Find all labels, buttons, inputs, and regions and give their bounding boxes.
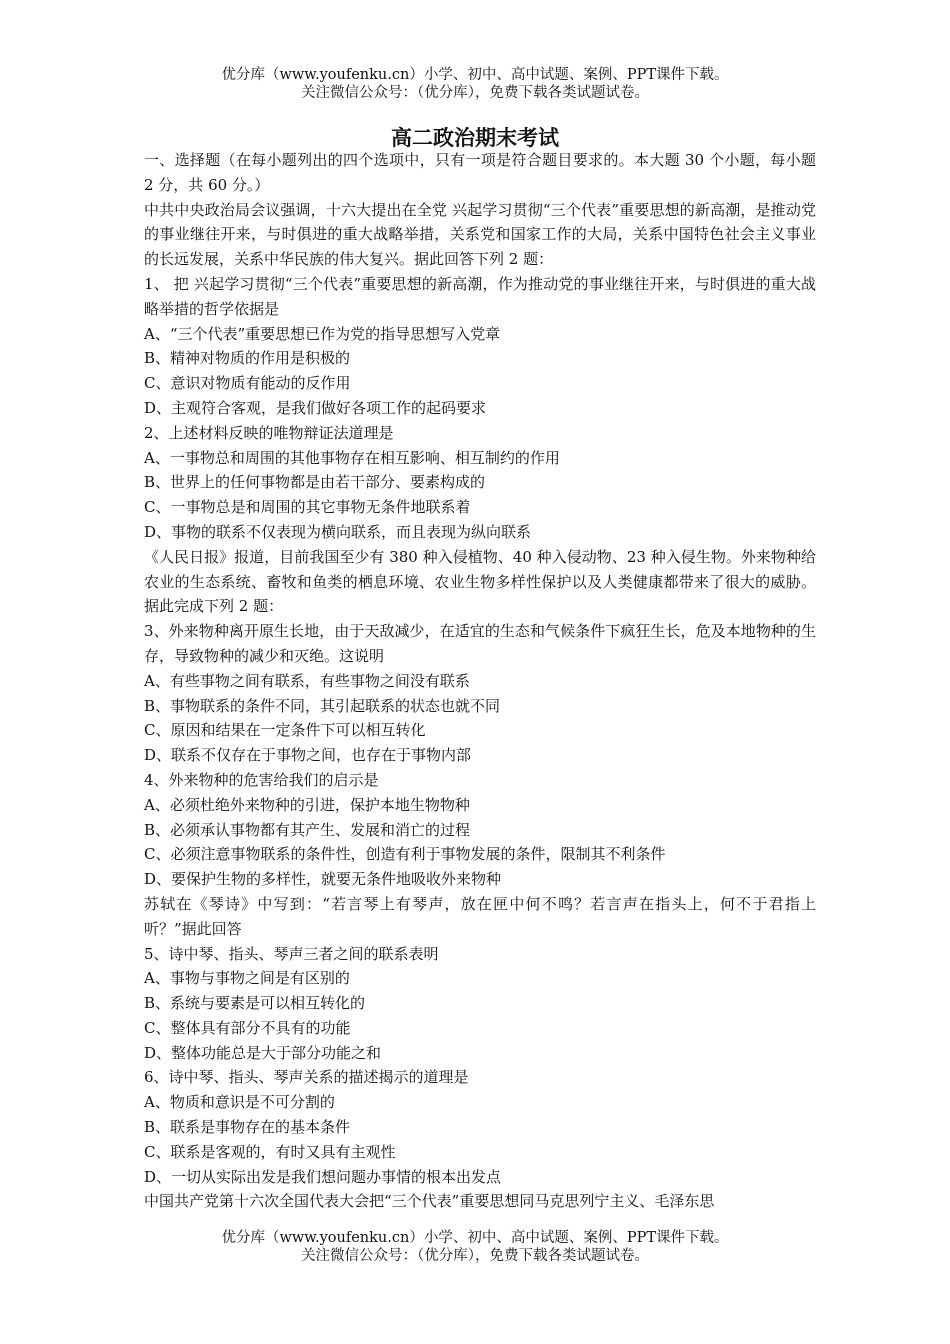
q6-option-b: B、联系是事物存在的基本条件	[144, 1118, 351, 1137]
q2-option-a: A、一事物总和周围的其他事物存在相互影响、相互制约的作用	[144, 448, 560, 467]
q4-option-a: A、必须杜绝外来物种的引进，保护本地生物物种	[144, 795, 470, 814]
q3-option-d: D、联系不仅存在于事物之间，也存在于事物内部	[144, 746, 472, 765]
q3-option-c: C、原因和结果在一定条件下可以相互转化	[144, 721, 426, 740]
q1-option-b: B、精神对物质的作用是积极的	[144, 349, 351, 368]
q5-option-d: D、整体功能总是大于部分功能之和	[144, 1043, 382, 1062]
q4-option-c: C、必须注意事物联系的条件性，创造有利于事物发展的条件，限制其不利条件	[144, 845, 666, 864]
q3-option-b: B、事物联系的条件不同，其引起联系的状态也就不同	[144, 696, 501, 715]
exam-content	[144, 148, 816, 1214]
q2-option-b: B、世界上的任何事物都是由若干部分、要素构成的	[144, 473, 486, 492]
footer-line-2: 关注微信公众号：（优分库），免费下载各类试题试卷。	[301, 1248, 649, 1264]
page-footer	[0, 1229, 950, 1265]
q2-option-d: D、事物的联系不仅表现为横向联系，而且表现为纵向联系	[144, 522, 532, 541]
exam-title: 高二政治期末考试	[391, 125, 559, 150]
q2-option-c: C、一事物总是和周围的其它事物无条件地联系着	[144, 498, 471, 517]
q6-option-a: A、物质和意识是不可分割的	[144, 1093, 335, 1112]
passage-4: 中国共产党第十六次全国代表大会把“三个代表”重要思想同马克思列宁主义、毛泽东思	[144, 1192, 715, 1211]
page-header	[0, 66, 950, 102]
passage-2: 《人民日报》报道，目前我国至少有 380 种入侵植物、40 种入侵动物、23 种入侵生物。外来物种给农业的生态系统、畜牧和鱼类的栖息环境、农业生物多样性保护以及人类健康都带来了很大的威胁。据此完成下列 2 题：	[144, 547, 816, 616]
q6-option-c: C、联系是客观的，有时又具有主观性	[144, 1142, 396, 1161]
q6-option-d: D、一切从实际出发是我们想问题办事情的根本出发点	[144, 1167, 502, 1186]
section-instruction: 一、选择题（在每小题列出的四个选项中，只有一项是符合题目要求的。本大题 30 个小题，每小题 2 分，共 60 分。）	[144, 151, 816, 194]
header-line-1: 优分库（www.youfenku.cn）小学、初中、高中试题、案例、PPT课件下载。	[221, 67, 729, 83]
q1-option-c: C、意识对物质有能动的反作用	[144, 374, 351, 393]
question-3: 3、外来物种离开原生长地，由于天敌减少，在适宜的生态和气候条件下疯狂生长，危及本地物种的生存，导致物种的减少和灭绝。这说明	[144, 622, 816, 665]
header-line-2: 关注微信公众号：（优分库），免费下载各类试题试卷。	[301, 85, 649, 101]
question-1: 1、 把 兴起学习贯彻“三个代表”重要思想的新高潮，作为推动党的事业继往开来，与时俱进的重大战略举措的哲学依据是	[144, 274, 816, 318]
question-4: 4、外来物种的危害给我们的启示是	[144, 770, 379, 789]
footer-line-1: 优分库（www.youfenku.cn）小学、初中、高中试题、案例、PPT课件下载。	[221, 1230, 729, 1246]
q5-option-b: B、系统与要素是可以相互转化的	[144, 994, 366, 1013]
q1-option-a: A、“三个代表”重要思想已作为党的指导思想写入党章	[144, 324, 501, 343]
q5-option-a: A、事物与事物之间是有区别的	[144, 969, 350, 988]
passage-3: 苏轼在《琴诗》中写到：“若言琴上有琴声，放在匣中何不鸣？若言声在指头上，何不于君指上听？”据此回答	[144, 894, 816, 938]
question-5: 5、诗中琴、指头、琴声三者之间的联系表明	[144, 944, 439, 963]
question-2: 2、上述材料反映的唯物辩证法道理是	[144, 423, 394, 442]
q4-option-b: B、必须承认事物都有其产生、发展和消亡的过程	[144, 820, 471, 839]
q5-option-c: C、整体具有部分不具有的功能	[144, 1018, 351, 1037]
q1-option-d: D、主观符合客观，是我们做好各项工作的起码要求	[144, 398, 487, 417]
passage-1: 中共中央政治局会议强调，十六大提出在全党 兴起学习贯彻“三个代表”重要思想的新高潮，是推动党的事业继往开来，与时俱进的重大战略举措，关系党和国家工作的大局，关系中国特色社会主义事业的长远发展，关系中华民族的伟大复兴。据此回答下列 2 题：	[144, 200, 816, 269]
q4-option-d: D、要保护生物的多样性，就要无条件地吸收外来物种	[144, 870, 502, 889]
question-6: 6、诗中琴、指头、琴声关系的描述揭示的道理是	[144, 1068, 469, 1087]
q3-option-a: A、有些事物之间有联系，有些事物之间没有联系	[144, 671, 470, 690]
